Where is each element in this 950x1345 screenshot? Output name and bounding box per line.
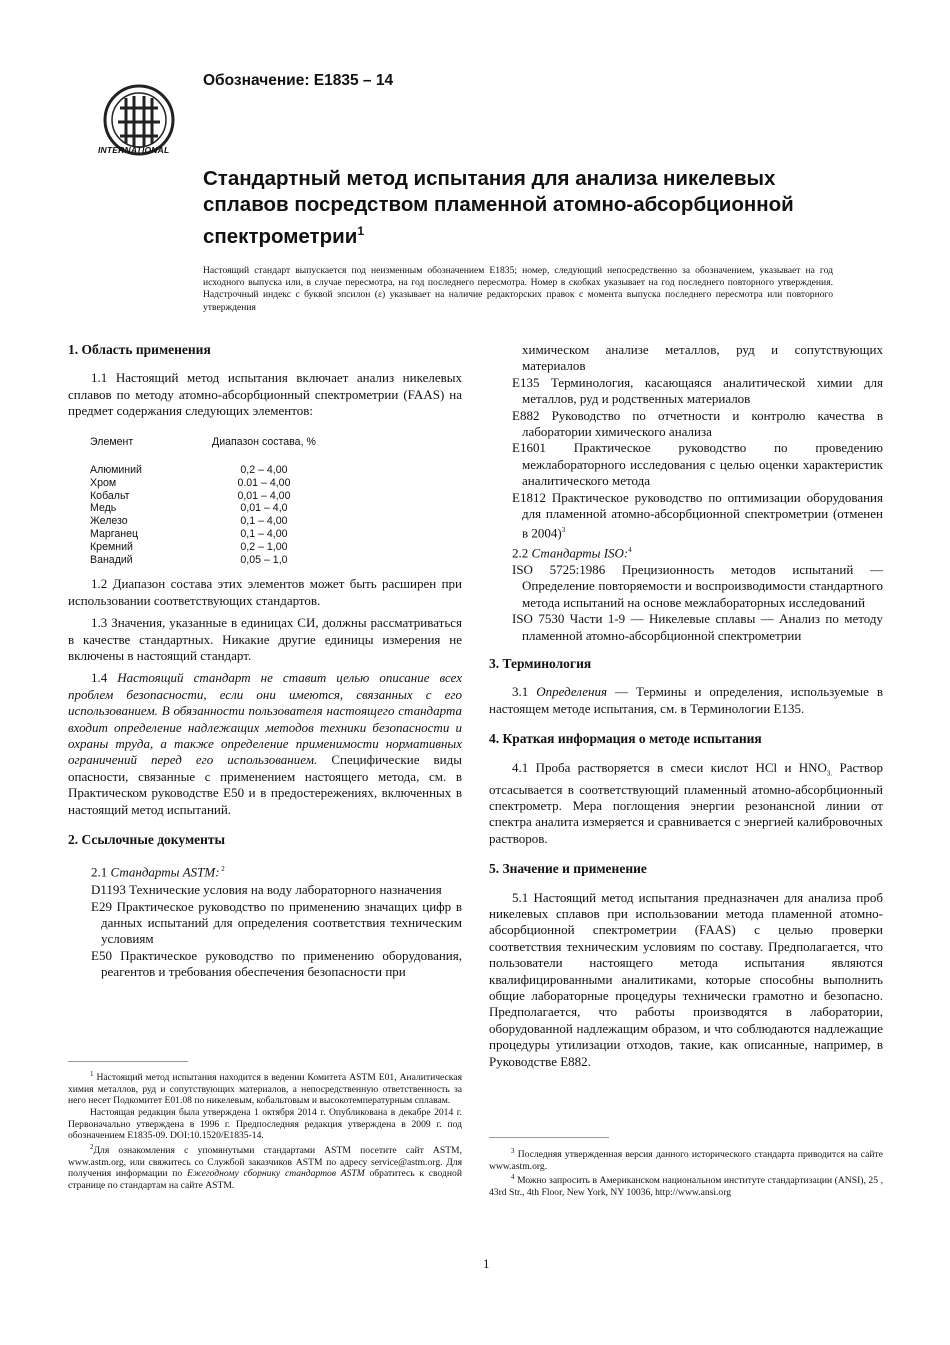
reference-e882: E882 Руководство по отчетности и контролю качества в лаборатории химического анализа (512, 407, 883, 440)
element-cell: Хром (90, 476, 117, 489)
table-row (90, 528, 324, 541)
range-cell: 0.01 – 4,00 (237, 476, 291, 489)
range-cell: 0,2 – 1,00 (240, 540, 288, 553)
section-3-heading: 3. Терминология (489, 655, 592, 671)
logo-caption: INTERNATIONAL (98, 145, 170, 155)
para-1-4: 1.4 Настоящий стандарт не ставит целью описание всех проблем безопасности, если они имеются, связанных с его использованием. В обязанности пользователя настоящего стандарта входит определение надлежащих методов техники безопасности и охраны труда, а также определение применимости нормативных ограничений перед его использованием. Специфические виды опасности, связанные с применением настоящего метода, см. в Практическом руководстве E50 и в предостережениях, включенных в настоящий метод испытаний. (68, 670, 462, 817)
range-cell: 0,01 – 4,00 (237, 489, 291, 502)
footnote-4: $^4$ Можно запросить в Американском национальном институте стандартизации (ANSI), 25 , 43rd Str., 4th Floor, New York, NY 10036, http://www.ansi.org (489, 1173, 883, 1199)
table-header-range: Диапазон состава, % (212, 435, 316, 448)
para-1-1: 1.1 Настоящий метод испытания включает анализ никелевых сплавов по методу атомно-абсорбционный спектрометрии (FAAS) на предмет содержания следующих элементов: (68, 370, 462, 419)
element-cell: Железо (90, 515, 128, 528)
para-3-1: 3.1 Определения — Термины и определения, используемые в настоящем методе испытания, см. в Терминологии E135. (489, 684, 884, 716)
reference-e50: E50 Практическое руководство по применению оборудования, реагентов и требования обеспечения безопасности при (91, 947, 462, 980)
para-2-1: 2.1 Стандарты ASTM: $^2$ (91, 863, 225, 879)
table-header-element: Элемент (90, 435, 134, 448)
range-cell: 0,05 – 1,0 (240, 553, 288, 566)
table-row (90, 515, 324, 528)
section-1-heading: 1. Область применения (68, 342, 211, 357)
table-row (90, 477, 324, 490)
reference-e29: E29 Практическое руководство по применению значащих цифр в данных испытаний для определения соответствия техническим условиям (91, 898, 462, 947)
standard-notice: Настоящий стандарт выпускается под неизменным обозначением E1835; номер, следующий непосредственно за обозначением, указывает на год исходного выпуска или, в случае пересмотра, на год последнего пересмотра. Номер в скобках указывает на год последнего повторного утверждения. Надстрочный индекс с буквой эпсилон (ε) указывает на наличие редакторских правок с момента выпуска последнего пересмотра или повторного утверждения (203, 265, 833, 313)
footnote-1-edition: Настоящая редакция была утверждена 1 октября 2014 г. Опубликована в декабре 2014 г. Первоначально утверждена в 1996 г. Предпоследняя редакция утверждена в 2009 г. под обозначением E1835-09. DOI:10.1520/E1835-14. (68, 1106, 462, 1142)
table-row (90, 464, 324, 477)
footnote-2: $^2$Для ознакомления с упомянутыми стандартами ASTM посетите сайт ASTM, www.astm.org, или свяжитесь со Службой заказчиков ASTM по адресу service@astm.org. Для получения информации по Ежегодному сборнику стандартов ASTM обратитесь к сводной странице по стандартам на сайте ASTM. (68, 1142, 462, 1191)
reference-iso-5725: ISO 5725:1986 Прецизионность методов испытаний — Определение повторяемости и воспроизводимости стандартного метода испытаний на основе межлабораторных исследований (512, 561, 883, 610)
document-designation: Обозначение: E1835 – 14 (203, 72, 394, 89)
footnote-rule-right (489, 1137, 609, 1138)
element-cell: Марганец (90, 528, 139, 541)
element-cell: Медь (90, 502, 117, 515)
section-5-heading: 5. Значение и применение (489, 861, 647, 877)
range-cell: 0,2 – 4,00 (240, 464, 288, 477)
element-cell: Ванадий (90, 553, 133, 566)
footnotes-right (489, 1146, 883, 1199)
table-row (90, 541, 324, 554)
left-column (68, 342, 462, 981)
table-row (90, 502, 324, 515)
reference-d1193: D1193 Технические условия на воду лабораторного назначения (91, 882, 442, 898)
page-number: 1 (483, 1256, 490, 1271)
para-1-2: 1.2 Диапазон состава этих элементов может быть расширен при использовании соответствующих стандартов. (68, 576, 462, 608)
reference-e135: E135 Терминология, касающаяся аналитической химии для металлов, руд и родственных материалов (512, 374, 883, 407)
document-title: Стандартный метод испытания для анализа никелевых сплавов посредством пламенной атомно-абсорбционной спектрометрии$^1$ (203, 167, 794, 248)
reference-e1601: E1601 Практическое руководство по проведению межлабораторного исследования с целью оценки характеристик аналитического метода (512, 440, 883, 489)
footnotes-left (68, 1069, 462, 1191)
section-4-heading: 4. Краткая информация о методе испытания (489, 731, 762, 747)
element-cell: Кобальт (90, 489, 130, 502)
element-cell: Алюминий (90, 464, 142, 477)
footnote-3: $^3$ Последняя утвержденная версия данного исторического стандарта приводится на сайте www.astm.org. (489, 1147, 883, 1172)
para-1-3: 1.3 Значения, указанные в единицах СИ, должны рассматриваться в качестве стандартных. Никакие другие единицы измерения не включены в настоящий стандарт. (68, 615, 462, 664)
para-2-2: 2.2 Стандарты ISO:$^4$ (512, 545, 632, 561)
range-cell: 0,1 – 4,00 (240, 515, 288, 528)
range-cell: 0,1 – 4,00 (240, 528, 288, 541)
reference-e1812: E1812 Практическое руководство по оптимизации оборудования для пламенной атомно-абсорбционной спектрометрии (отменен в 2004)$^3$ (512, 489, 883, 541)
section-2-heading: 2. Ссылочные документы (68, 832, 226, 848)
right-column (489, 342, 883, 1076)
table-row (90, 490, 324, 503)
reference-iso-7530: ISO 7530 Части 1-9 — Никелевые сплавы — Анализ по методу пламенной атомно-абсорбционной спектрометрии (512, 611, 883, 643)
elements-table (90, 434, 324, 567)
reference-e50-continued: химическом анализе металлов, руд и сопутствующих материалов (522, 342, 883, 374)
para-5-1: 5.1 Настоящий метод испытания предназначен для анализа проб никелевых сплавов при использовании метода пламенной атомно-абсорбционной спектрометрии (FAAS) с целью проверки соответствия техническим условиям по составу. Предполагается, что пользователи настоящего метода испытания являются квалифицированными аналитиками, которые способны выполнить общие лабораторные процедуры технически грамотно и безопасно. Предполагается, что работы производятся в лаборатории, оборудованной надлежащим образом, и что соблюдаются надлежащие процедуры утилизации отходов, такие, как описанные, например, в Руководстве E882. (489, 889, 883, 1069)
para-4-1: 4.1 Проба растворяется в смеси кислот HCl и $HNO_{3.}$ Раствор отсасывается в соответствующий пламенный атомно-абсорбционный спектрометр. Мера поглощения энергии резонансной линии от спектра аналита измеряется и сравнивается с энергией калибровочных растворов. (489, 759, 883, 846)
table-row (90, 554, 324, 567)
footnote-rule-left (68, 1061, 188, 1062)
range-cell: 0,01 – 4,0 (240, 502, 288, 515)
footnote-1: $^1$ Настоящий метод испытания находится в ведении Комитета ASTM E01, Аналитическая химия металлов, руд и сопутствующих материалов, а непосредственную ответственность за него несет Подкомитет E01.08 по никелевым, кобальтовым и высокотемпературным сплавам. (68, 1070, 462, 1107)
element-cell: Кремний (90, 540, 133, 553)
